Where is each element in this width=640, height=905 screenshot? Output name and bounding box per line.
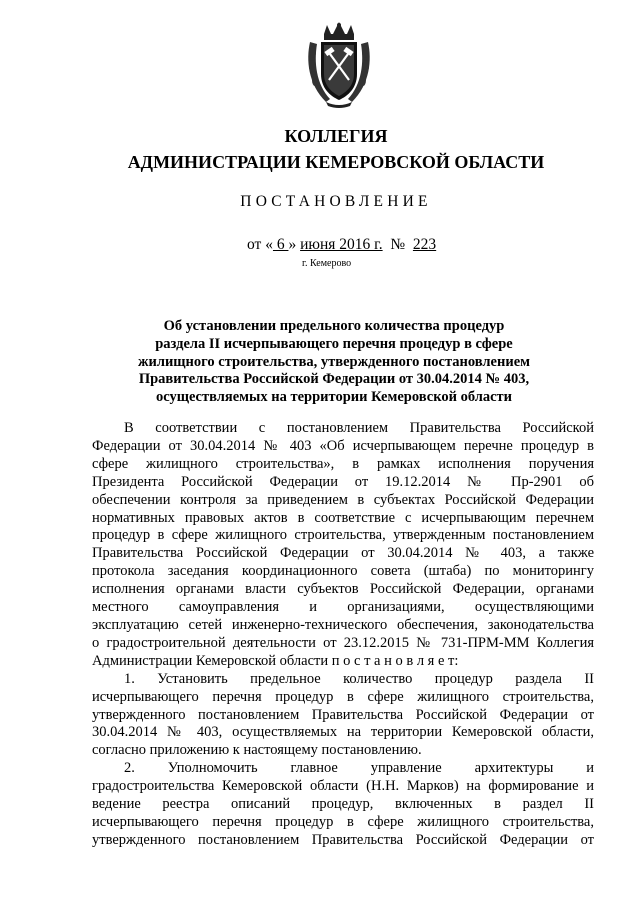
body-line: градостроительства Кемеровской области (Н.Н. Марков) на формирование и: [92, 778, 594, 795]
body-line: исчерпывающего перечня процедур в сфере жилищного строительства,: [92, 813, 594, 830]
body-line: Федерации от 30.04.2014 № 403 «Об исчерпывающем перечне процедур в: [92, 437, 594, 454]
body-line: утвержденного постановлением Правительства Российской Федерации от: [92, 706, 594, 723]
document-body: [92, 420, 594, 850]
date-prefix: от «: [247, 236, 273, 253]
document-title: [0, 318, 640, 407]
date-line: [247, 236, 436, 254]
document-type: ПОСТАНОВЛЕНИЕ: [240, 193, 432, 210]
body-line: Правительства Российской Федерации от 30.04.2014 № 403, а также: [92, 545, 594, 562]
date-month-year: июня 2016 г.: [300, 236, 383, 253]
body-line: В соответствии с постановлением Правительства Российской: [124, 420, 594, 436]
body-line: протокола заседания координационного совета (штаба) по мониторингу: [92, 563, 594, 580]
body-line: о градостроительной деятельности от 23.12.2015 № 731-ПРМ-ММ Коллегия: [92, 634, 594, 651]
body-line: 30.04.2014 № 403, осуществляемых на территории Кемеровской области,: [92, 724, 594, 741]
body-line: процедур в сфере жилищного строительства, утвержденным постановлением: [92, 527, 594, 544]
body-line: 1. Установить предельное количество процедур раздела II: [124, 670, 594, 687]
number-label: №: [382, 236, 413, 253]
body-line: обеспечении контроля за приведением в субъектах Российской Федерации: [92, 491, 594, 508]
body-line: местного самоуправления и организациями, осуществляющими: [92, 599, 594, 616]
city: г. Кемерово: [302, 258, 352, 269]
org-title-line2: АДМИНИСТРАЦИИ КЕМЕРОВСКОЙ ОБЛАСТИ: [127, 152, 545, 172]
body-line: исчерпывающего перечня процедур в сфере жилищного строительства,: [92, 688, 594, 705]
body-line: утвержденного постановлением Правительства Российской Федерации от: [92, 831, 594, 848]
body-line: исполнения органами власти субъектов Российской Федерации, органами: [92, 581, 594, 598]
body-line: согласно приложению к настоящему постановлению.: [92, 742, 422, 759]
title-line: раздела II исчерпывающего перечня процедур в сфере: [155, 335, 513, 352]
title-line: Правительства Российской Федерации от 30.04.2014 № 403,: [138, 371, 530, 388]
body-line: Администрации Кемеровской области п о с т а н о в л я е т:: [92, 652, 459, 669]
body-line: Президента Российской Федерации от 19.12.2014 № Пр-2901 об: [92, 473, 594, 490]
document-number: 223: [412, 236, 437, 253]
title-line: Об установлении предельного количества процедур: [163, 318, 505, 334]
body-line: нормативных правовых актов в соответствие с исчерпывающим перечнем: [92, 509, 594, 526]
body-line: ведение реестра описаний процедур, включенных в раздел II: [92, 796, 594, 813]
date-day: 6: [272, 236, 289, 253]
body-line: сфере жилищного строительства», в рамках исполнения поручения: [92, 455, 594, 472]
title-line: осуществляемых на территории Кемеровской области: [155, 389, 513, 406]
body-line: эксплуатацию сетей инженерно-технического обеспечения, законодательства: [92, 616, 594, 633]
date-mid: »: [288, 236, 301, 253]
title-line: жилищного строительства, утвержденного постановлением: [137, 353, 531, 370]
coat-of-arms-icon: [304, 22, 374, 108]
org-title-line1: КОЛЛЕГИЯ: [284, 126, 388, 146]
body-line: 2. Уполномочить главное управление архитектуры и: [124, 760, 594, 777]
